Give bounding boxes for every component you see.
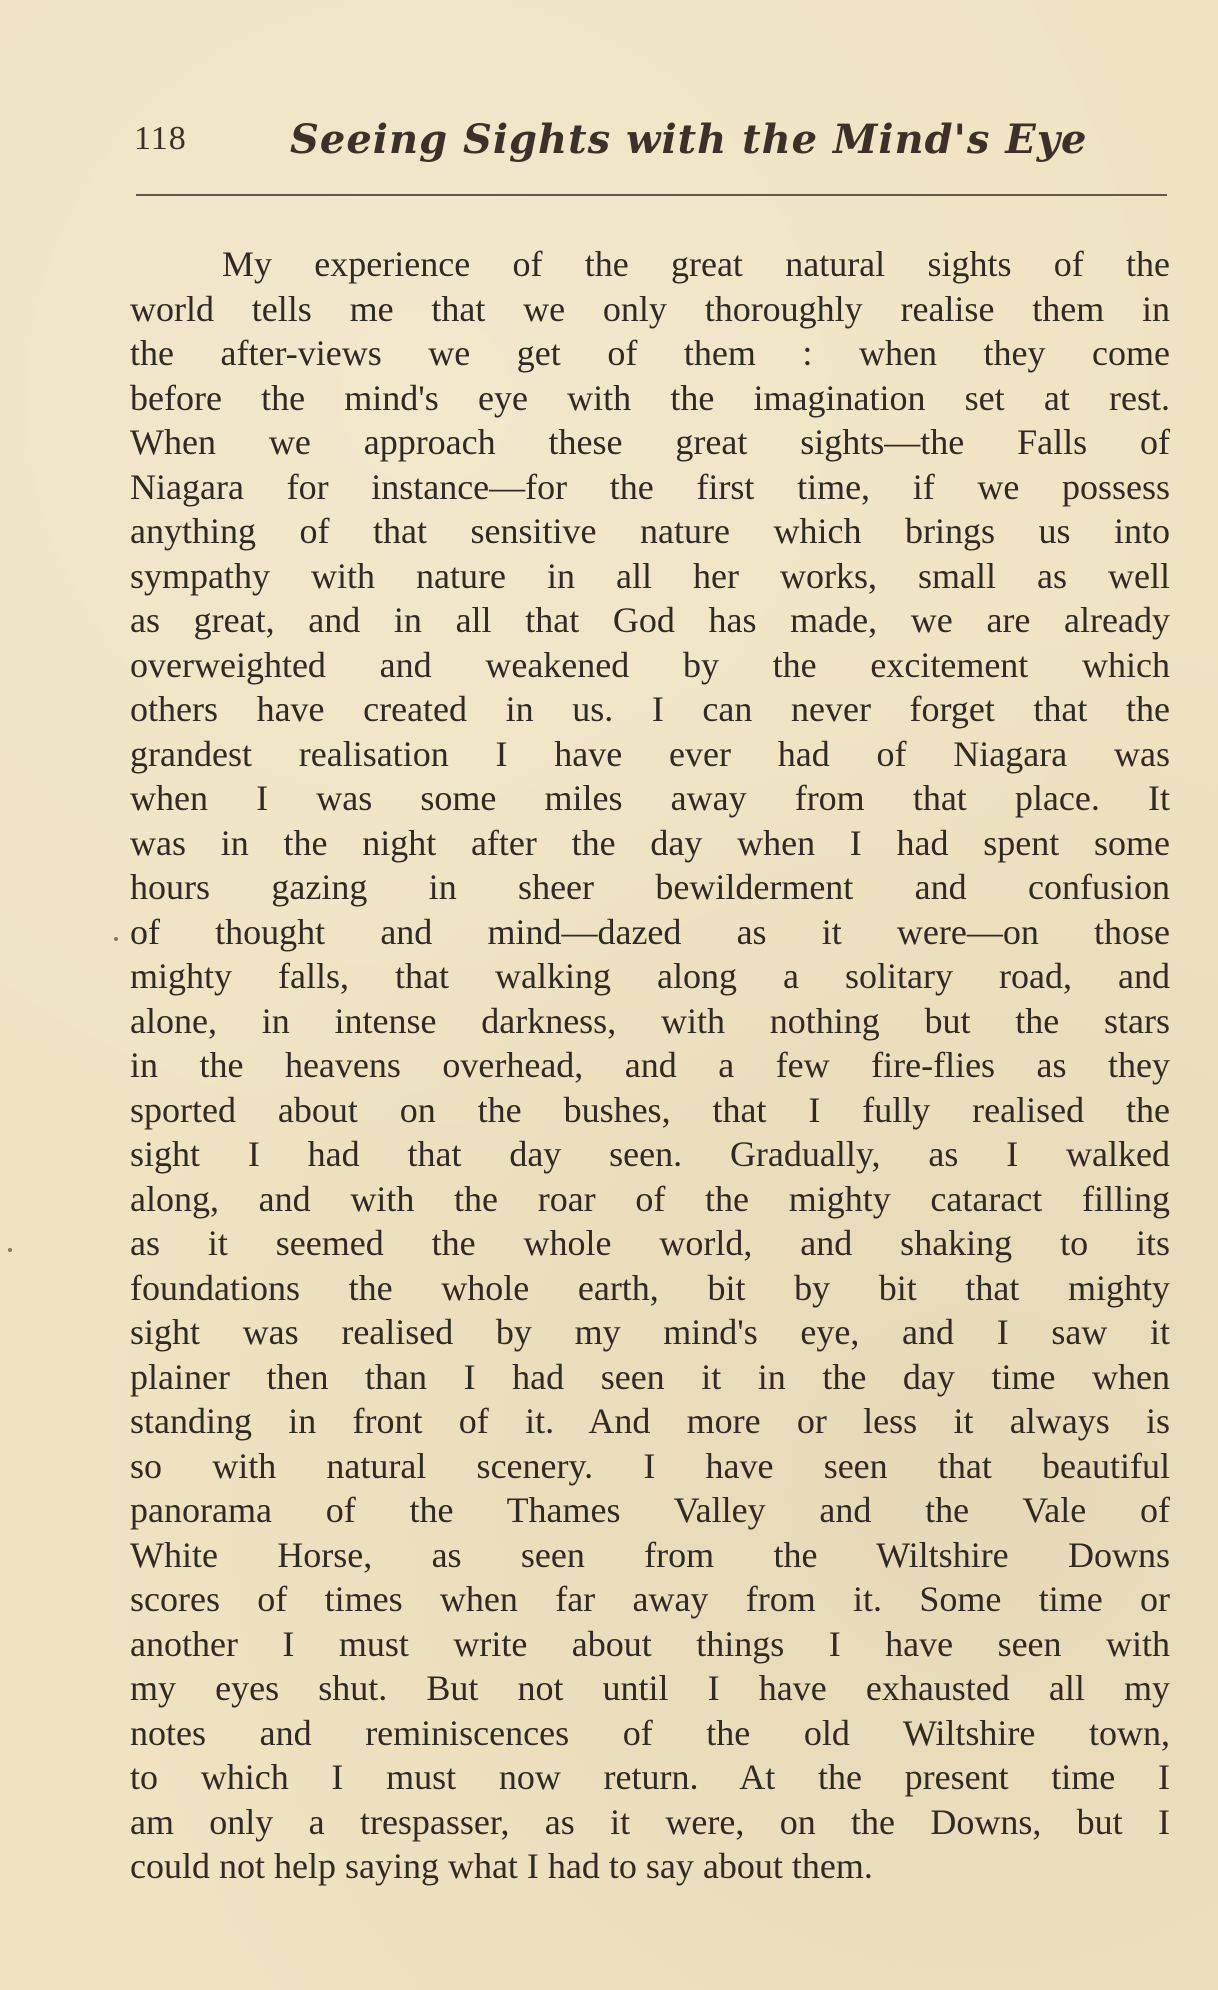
text-line: scores of times when far away from it. Some time or [130,1579,1170,1619]
text-line: of thought and mind—dazed as it were—on those [130,911,1170,952]
text-line: panorama of the Thames Valley and the Vale of [130,1490,1170,1530]
header-rule [136,194,1167,196]
body-text [130,242,1170,1902]
text-line: as great, and in all that God has made, we are already [130,600,1170,640]
text-line: world tells me that we only thoroughly realise them in [130,288,1170,329]
text-line: along, and with the roar of the mighty cataract filling [130,1178,1170,1219]
text-line: When we approach these great sights—the Falls of [130,422,1170,462]
text-line: mighty falls, that walking along a solitary road, and [130,956,1170,996]
text-line: in the heavens overhead, and a few fire-flies as they [130,1045,1170,1085]
text-line: sported about on the bushes, that I fully realised the [130,1089,1170,1130]
text-line: sight I had that day seen. Gradually, as I walked [130,1134,1170,1174]
text-line: another I must write about things I have seen with [130,1623,1170,1664]
text-line: when I was some miles away from that place. It [130,778,1170,818]
text-line: foundations the whole earth, bit by bit that mighty [130,1267,1170,1308]
text-line: as it seemed the whole world, and shaking to its [130,1223,1170,1263]
text-line: sight was realised by my mind's eye, and I saw it [130,1312,1170,1352]
text-line: sympathy with nature in all her works, small as well [130,555,1170,596]
text-line: am only a trespasser, as it were, on the Downs, but I [130,1801,1170,1842]
text-line: could not help saying what I had to say about them. [130,1846,873,1886]
text-line: overweighted and weakened by the excitement which [130,644,1170,685]
text-line: grandest realisation I have ever had of Niagara was [130,733,1170,774]
text-line: Niagara for instance—for the first time, if we possess [130,466,1170,507]
running-title: Seeing Sights with the Mind's Eye [290,116,1088,163]
text-line: hours gazing in sheer bewilderment and confusion [130,867,1170,907]
text-line: others have created in us. I can never forget that the [130,689,1170,729]
margin-mark [8,1248,12,1252]
text-line: was in the night after the day when I had spent some [130,822,1170,863]
text-line: standing in front of it. And more or less it always is [130,1401,1170,1441]
text-line: White Horse, as seen from the Wiltshire Downs [130,1534,1170,1575]
text-line: plainer then than I had seen it in the day time when [130,1356,1170,1397]
text-line: before the mind's eye with the imagination set at rest. [130,377,1170,418]
page-number: 118 [134,120,187,157]
margin-mark [114,937,118,941]
text-line: so with natural scenery. I have seen that beautiful [130,1445,1170,1486]
text-line: my eyes shut. But not until I have exhausted all my [130,1668,1170,1708]
page-header [134,116,1164,172]
text-line: the after-views we get of them : when they come [130,333,1170,373]
text-line: anything of that sensitive nature which brings us into [130,511,1170,551]
text-line: to which I must now return. At the present time I [130,1757,1170,1797]
text-line: My experience of the great natural sights of the [222,244,1170,284]
text-line: notes and reminiscences of the old Wiltshire town, [130,1712,1170,1753]
text-line: alone, in intense darkness, with nothing but the stars [130,1000,1170,1041]
